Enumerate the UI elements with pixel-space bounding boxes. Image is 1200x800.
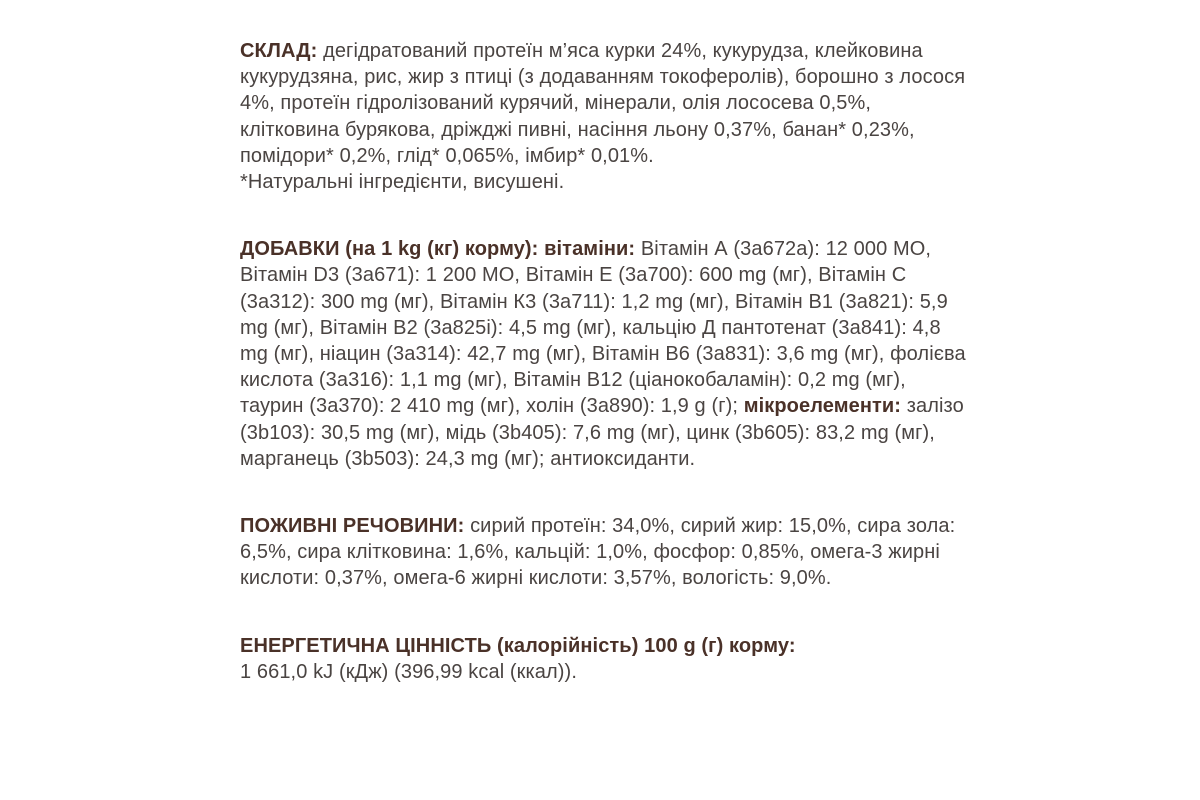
composition-section bbox=[240, 38, 970, 195]
ingredients-document bbox=[240, 38, 970, 685]
nutrients-text: сирий протеїн: 34,0%, сирий жир: 15,0%, сира зола: 6,5%, сира клітковина: 1,6%, кальцій: 1,0%, фосфор: 0,85%, омега-3 жирні кислоти: 0,37%, омега-6 жирні кислоти: 3,57%, вологість: 9,0%. bbox=[240, 515, 956, 590]
energy-section bbox=[240, 633, 970, 685]
energy-heading: ЕНЕРГЕТИЧНА ЦІННІСТЬ (калорійність) 100 g (г) корму: bbox=[240, 634, 796, 657]
nutrients-heading: ПОЖИВНІ РЕЧОВИНИ: bbox=[240, 515, 465, 538]
additives-heading: ДОБАВКИ (на 1 kg (кг) корму): bbox=[240, 238, 539, 261]
microelements-label: мікроелементи: bbox=[743, 395, 902, 418]
composition-footnote: *Натуральні інгредієнти, висушені. bbox=[240, 171, 565, 194]
vitamins-label: вітаміни: bbox=[544, 238, 636, 261]
vitamins-text: Вітамін А (3а672а): 12 000 МО, Вітамін D3 (3а671): 1 200 МО, Вітамін Е (3а700): 600 mg (мг), Вітамін С (3а312): 300 mg (мг), Вітамін К3 (3а711): 1,2 mg (мг), Вітамін В1 (3а821): 5,9 mg (мг), Вітамін В2 (3а825і): 4,5 mg (мг), кальцію Д пантотенат (3а841): 4,8 mg (мг), ніацин (3а314): 42,7 mg (мг), Вітамін В6 (3а831): 3,6 mg (мг), фолієва кислота (3а316): 1,1 mg (мг), Вітамін В12 (ціанокобаламін): 0,2 mg (мг), таурин (3а370): 2 410 mg (мг), холін (3а890): 1,9 g (г); bbox=[240, 238, 966, 418]
additives-section bbox=[240, 236, 970, 472]
composition-heading: СКЛАД: bbox=[240, 40, 318, 62]
energy-text: 1 661,0 kJ (кДж) (396,99 kcal (ккал)). bbox=[240, 660, 577, 683]
composition-text: дегідратований протеїн м’яса курки 24%, кукурудза, клейковина кукурудзяна, рис, жир з птиці (з додаванням токоферолів), борошно з лосося 4%, протеїн гідролізований курячий, мінерали, олія лососева 0,5%, клітковина бурякова, дріжджі пивні, насіння льону 0,37%, банан* 0,23%, помідори* 0,2%, глід* 0,065%, імбир* 0,01%. bbox=[240, 40, 966, 167]
nutrients-section bbox=[240, 513, 970, 592]
microelements-text: залізо (3b103): 30,5 mg (мг), мідь (3b405): 7,6 mg (мг), цинк (3b605): 83,2 mg (мг), марганець (3b503): 24,3 mg (мг); антиоксиданти. bbox=[240, 395, 964, 470]
